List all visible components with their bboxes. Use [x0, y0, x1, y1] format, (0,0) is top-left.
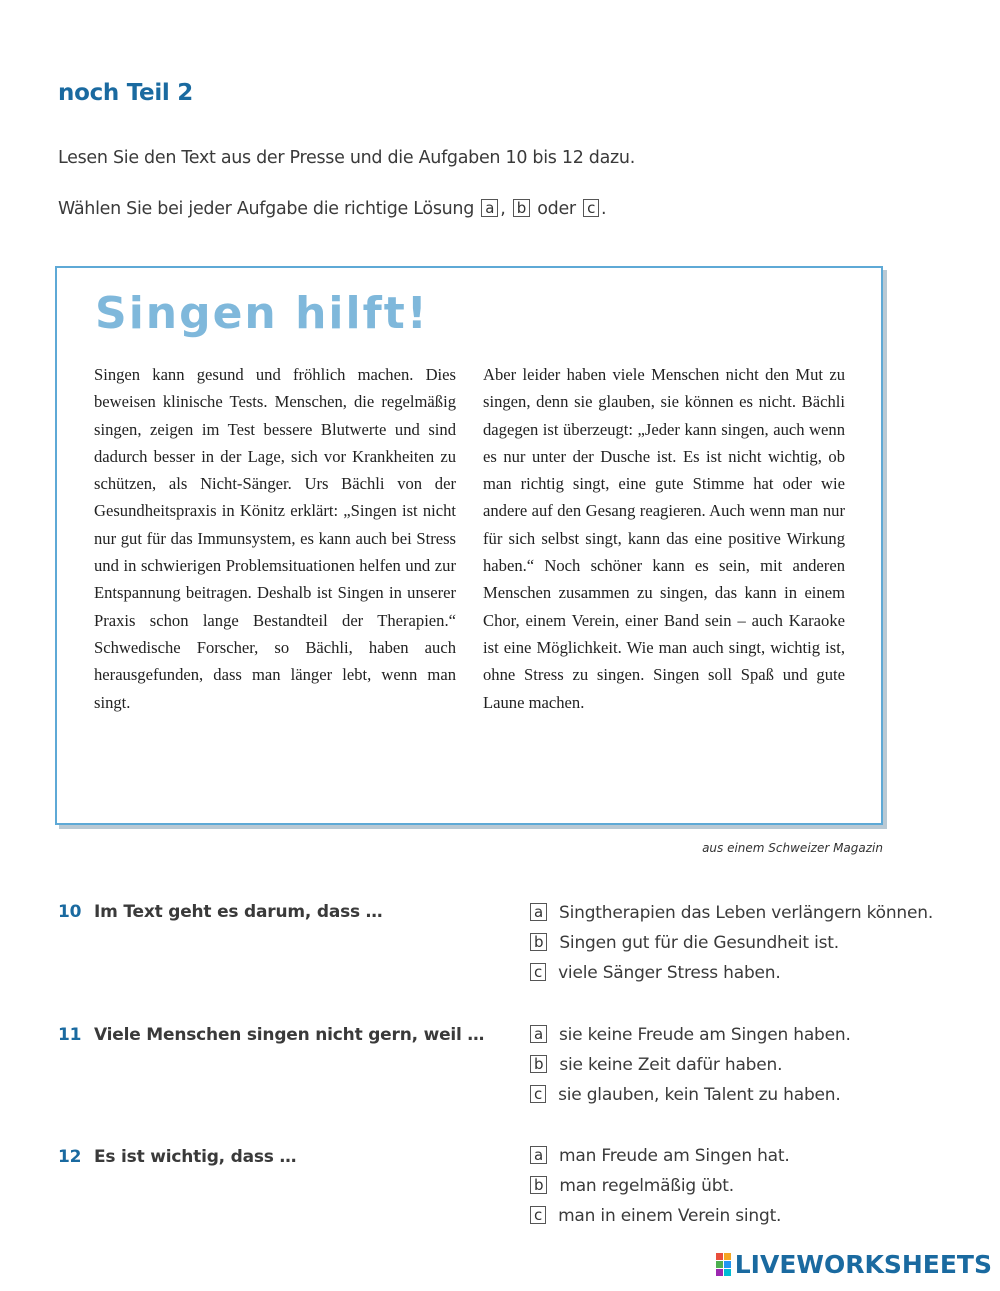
option-10c[interactable] — [530, 963, 781, 983]
instruction-period: . — [601, 199, 607, 219]
question-number: 10 — [58, 902, 82, 922]
question-text: Viele Menschen singen nicht gern, weil … — [94, 1025, 485, 1045]
question-number: 12 — [58, 1147, 82, 1167]
logo-text: LIVEWORKSHEETS — [734, 1250, 992, 1279]
instruction-or: oder — [537, 199, 576, 219]
answer-box-a: a — [481, 199, 498, 217]
option-box[interactable]: b — [530, 1176, 547, 1194]
option-11b[interactable] — [530, 1055, 782, 1075]
instruction-read: Lesen Sie den Text aus der Presse und die Aufgaben 10 bis 12 dazu. — [58, 148, 635, 168]
option-box[interactable]: b — [530, 933, 547, 951]
article-source: aus einem Schweizer Magazin — [702, 841, 883, 855]
option-box[interactable]: a — [530, 1025, 547, 1043]
option-text: viele Sänger Stress haben. — [558, 963, 781, 983]
logo-icon — [716, 1253, 731, 1276]
option-text: man in einem Verein singt. — [558, 1206, 782, 1226]
option-text: Singtherapien das Leben verlängern können. — [559, 903, 934, 923]
question-text: Im Text geht es darum, dass … — [94, 902, 383, 922]
option-10b[interactable] — [530, 933, 839, 953]
option-12b[interactable] — [530, 1176, 734, 1196]
option-10a[interactable] — [530, 903, 933, 923]
question-text: Es ist wichtig, dass … — [94, 1147, 297, 1167]
answer-box-b: b — [513, 199, 530, 217]
option-box[interactable]: a — [530, 1146, 547, 1164]
option-text: man regelmäßig übt. — [559, 1176, 734, 1196]
option-box[interactable]: c — [530, 1085, 546, 1103]
article-column-left: Singen kann gesund und fröhlich machen. Dies beweisen klinische Tests. Menschen, die regelmäßig singen, zeigen im Test bessere Blutwerte und sind dadurch besser in der Lage, sich vor Krankheiten zu schützen, als Nicht-Sänger. Urs Bächli von der Gesundheitspraxis in Könitz erklärt: „Singen ist nicht nur gut für das Immunsystem, es kann auch bei Stress und in schwierigen Problemsituationen helfen und zur Entspannung beitragen. Deshalb ist Singen in unserer Praxis schon lange Bestandteil der Therapien.“ Schwedische Forscher, so Bächli, haben auch herausgefunden, dass man länger lebt, wenn man singt. — [94, 365, 456, 712]
instruction-choose-text: Wählen Sie bei jeder Aufgabe die richtige Lösung — [58, 199, 475, 219]
option-11c[interactable] — [530, 1085, 841, 1105]
option-box[interactable]: b — [530, 1055, 547, 1073]
option-box[interactable]: c — [530, 1206, 546, 1224]
instruction-comma: , — [500, 199, 506, 219]
option-text: Singen gut für die Gesundheit ist. — [559, 933, 839, 953]
question-10 — [58, 902, 382, 922]
option-text: man Freude am Singen hat. — [559, 1146, 790, 1166]
question-number: 11 — [58, 1025, 82, 1045]
option-box[interactable]: a — [530, 903, 547, 921]
instruction-choose — [58, 199, 606, 219]
option-12c[interactable] — [530, 1206, 781, 1226]
article-column-right: Aber leider haben viele Menschen nicht den Mut zu singen, denn sie glauben, sie können es nicht. Bächli dagegen ist überzeugt: „Jeder kann singen, auch wenn es nur unter der Dusche ist. Es ist nicht wichtig, ob man richtig singt, eine gute Stimme hat oder wie andere auf den Gesang reagieren. Auch wenn man nur für sich selbst singt, kann das eine positive Wirkung haben.“ Noch schöner kann es sein, mit anderen Menschen zusammen zu singen, das kann in einem Chor, einem Verein, einer Band sein – auch Karaoke ist eine Möglichkeit. Wie man auch singt, wichtig ist, ohne Stress zu singen. Singen soll Spaß und gute Laune machen. — [483, 365, 845, 712]
liveworksheets-logo — [716, 1250, 992, 1279]
option-text: sie glauben, kein Talent zu haben. — [558, 1085, 841, 1105]
option-12a[interactable] — [530, 1146, 790, 1166]
option-text: sie keine Freude am Singen haben. — [559, 1025, 851, 1045]
option-11a[interactable] — [530, 1025, 851, 1045]
section-title: noch Teil 2 — [58, 80, 193, 106]
option-text: sie keine Zeit dafür haben. — [559, 1055, 783, 1075]
article-headline: Singen hilft! — [95, 288, 429, 339]
question-11 — [58, 1025, 484, 1045]
option-box[interactable]: c — [530, 963, 546, 981]
answer-box-c: c — [583, 199, 599, 217]
question-12 — [58, 1147, 296, 1167]
